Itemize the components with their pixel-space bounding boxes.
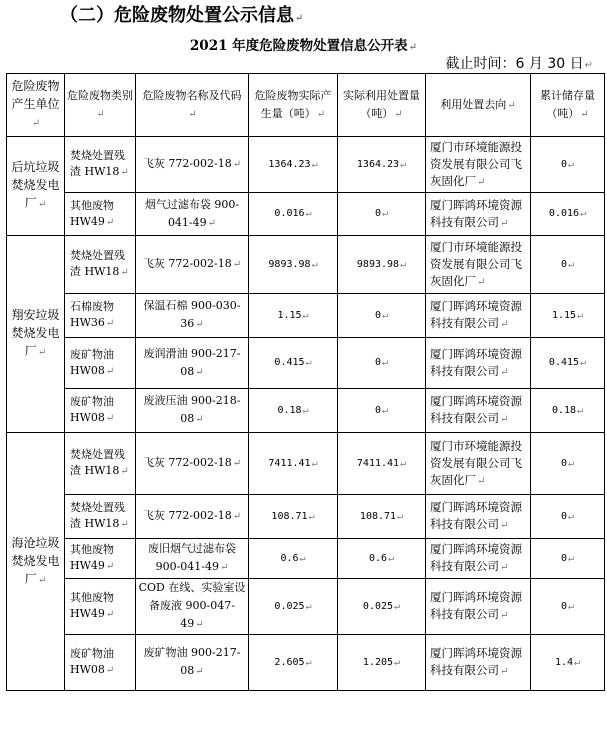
table-title: 2021 年度危险废物处置信息公开表↵ [189, 38, 418, 54]
storage-amount-cell: 0↵ [531, 433, 605, 495]
destination-cell: 厦门晖鸿环境资源科技有限公司↵ [426, 389, 531, 433]
produced-amount-cell: 9893.98↵ [249, 236, 338, 294]
destination-cell: 厦门晖鸿环境资源科技有限公司↵ [426, 539, 531, 579]
storage-amount-cell: 0↵ [531, 495, 605, 539]
produced-amount-cell: 0.415↵ [249, 338, 338, 389]
produced-amount-cell: 0.025↵ [249, 579, 338, 635]
waste-name-cell: 保温石棉 900-030-36↵ [136, 294, 249, 338]
destination-cell: 厦门市环境能源投资发展有限公司飞灰固化厂↵ [426, 433, 531, 495]
category-cell: 焚烧处置残渣 HW18↵ [65, 137, 136, 193]
table-row [7, 294, 605, 338]
header-produced: 危险废物实际产生量（吨）↵ [249, 74, 338, 137]
storage-amount-cell: 0.18↵ [531, 389, 605, 433]
header-destination: 利用处置去向↵ [426, 74, 531, 137]
disposed-amount-cell: 0↵ [338, 389, 426, 433]
producer-unit-cell: 海沧垃圾焚烧发电厂↵ [7, 433, 65, 691]
storage-amount-cell: 0↵ [531, 236, 605, 294]
produced-amount-cell: 0.016↵ [249, 193, 338, 236]
disposed-amount-cell: 0.6↵ [338, 539, 426, 579]
disposed-amount-cell: 0.025↵ [338, 579, 426, 635]
table-row [7, 539, 605, 579]
producer-unit-cell: 翔安垃圾焚烧发电厂↵ [7, 236, 65, 433]
produced-amount-cell: 0.6↵ [249, 539, 338, 579]
destination-cell: 厦门晖鸿环境资源科技有限公司↵ [426, 579, 531, 635]
disposed-amount-cell: 108.71↵ [338, 495, 426, 539]
destination-cell: 厦门市环境能源投资发展有限公司飞灰固化厂↵ [426, 236, 531, 294]
storage-amount-cell: 0.016↵ [531, 193, 605, 236]
category-cell: 焚烧处置残渣 HW18↵ [65, 236, 136, 294]
deadline-text: 截止时间：6 月 30 日↵ [445, 56, 593, 72]
category-cell: 废矿物油 HW08↵ [65, 338, 136, 389]
destination-cell: 厦门晖鸿环境资源科技有限公司↵ [426, 495, 531, 539]
category-cell: 废矿物油 HW08↵ [65, 389, 136, 433]
disposed-amount-cell: 1.205↵ [338, 635, 426, 691]
category-cell: 其他废物 HW49↵ [65, 579, 136, 635]
table-row [7, 495, 605, 539]
waste-name-cell: 飞灰 772-002-18↵ [136, 137, 249, 193]
table-row [7, 338, 605, 389]
produced-amount-cell: 0.18↵ [249, 389, 338, 433]
category-cell: 废矿物油 HW08↵ [65, 635, 136, 691]
disposal-table [6, 73, 605, 691]
disposed-amount-cell: 1364.23↵ [338, 137, 426, 193]
produced-amount-cell: 1.15↵ [249, 294, 338, 338]
table-row [7, 579, 605, 635]
waste-name-cell: 废旧烟气过滤布袋 900-041-49↵ [136, 539, 249, 579]
destination-cell: 厦门晖鸿环境资源科技有限公司↵ [426, 635, 531, 691]
destination-cell: 厦门市环境能源投资发展有限公司飞灰固化厂↵ [426, 137, 531, 193]
waste-name-cell: 废润滑油 900-217-08↵ [136, 338, 249, 389]
storage-amount-cell: 1.15↵ [531, 294, 605, 338]
disposed-amount-cell: 0↵ [338, 193, 426, 236]
table-row [7, 193, 605, 236]
produced-amount-cell: 1364.23↵ [249, 137, 338, 193]
category-cell: 石棉废物 HW36↵ [65, 294, 136, 338]
waste-name-cell: 飞灰 772-002-18↵ [136, 236, 249, 294]
producer-unit-cell: 后坑垃圾焚烧发电厂↵ [7, 137, 65, 236]
waste-name-cell: 飞灰 772-002-18↵ [136, 495, 249, 539]
waste-name-cell: 烟气过滤布袋 900-041-49↵ [136, 193, 249, 236]
table-row [7, 433, 605, 495]
disposed-amount-cell: 9893.98↵ [338, 236, 426, 294]
waste-name-cell: 废矿物油 900-217-08↵ [136, 635, 249, 691]
header-name: 危险废物名称及代码↵ [136, 74, 249, 137]
produced-amount-cell: 2.605↵ [249, 635, 338, 691]
header-category: 危险废物类别↵ [65, 74, 136, 137]
waste-name-cell: 飞灰 772-002-18↵ [136, 433, 249, 495]
category-cell: 焚烧处置残渣 HW18↵ [65, 433, 136, 495]
storage-amount-cell: 0↵ [531, 539, 605, 579]
storage-amount-cell: 0↵ [531, 579, 605, 635]
category-cell: 焚烧处置残渣 HW18↵ [65, 495, 136, 539]
destination-cell: 厦门晖鸿环境资源科技有限公司↵ [426, 193, 531, 236]
storage-amount-cell: 0.415↵ [531, 338, 605, 389]
destination-cell: 厦门晖鸿环境资源科技有限公司↵ [426, 338, 531, 389]
category-cell: 其他废物 HW49↵ [65, 193, 136, 236]
table-row [7, 635, 605, 691]
section-heading: （二）危险废物处置公示信息↵ [60, 5, 304, 26]
produced-amount-cell: 108.71↵ [249, 495, 338, 539]
storage-amount-cell: 0↵ [531, 137, 605, 193]
waste-name-cell: COD 在线、实验室设备废液 900-047-49↵ [136, 579, 249, 635]
header-row [7, 74, 605, 137]
header-storage: 累计储存量（吨）↵ [531, 74, 605, 137]
header-unit: 危险废物产生单位↵ [7, 74, 65, 137]
disposed-amount-cell: 0↵ [338, 338, 426, 389]
produced-amount-cell: 7411.41↵ [249, 433, 338, 495]
disposed-amount-cell: 7411.41↵ [338, 433, 426, 495]
waste-name-cell: 废液压油 900-218-08↵ [136, 389, 249, 433]
table-row [7, 389, 605, 433]
table-body [7, 137, 605, 691]
table-row [7, 137, 605, 193]
header-disposed: 实际利用处置量（吨）↵ [338, 74, 426, 137]
destination-cell: 厦门晖鸿环境资源科技有限公司↵ [426, 294, 531, 338]
category-cell: 其他废物 HW49↵ [65, 539, 136, 579]
storage-amount-cell: 1.4↵ [531, 635, 605, 691]
disposed-amount-cell: 0↵ [338, 294, 426, 338]
table-row [7, 236, 605, 294]
